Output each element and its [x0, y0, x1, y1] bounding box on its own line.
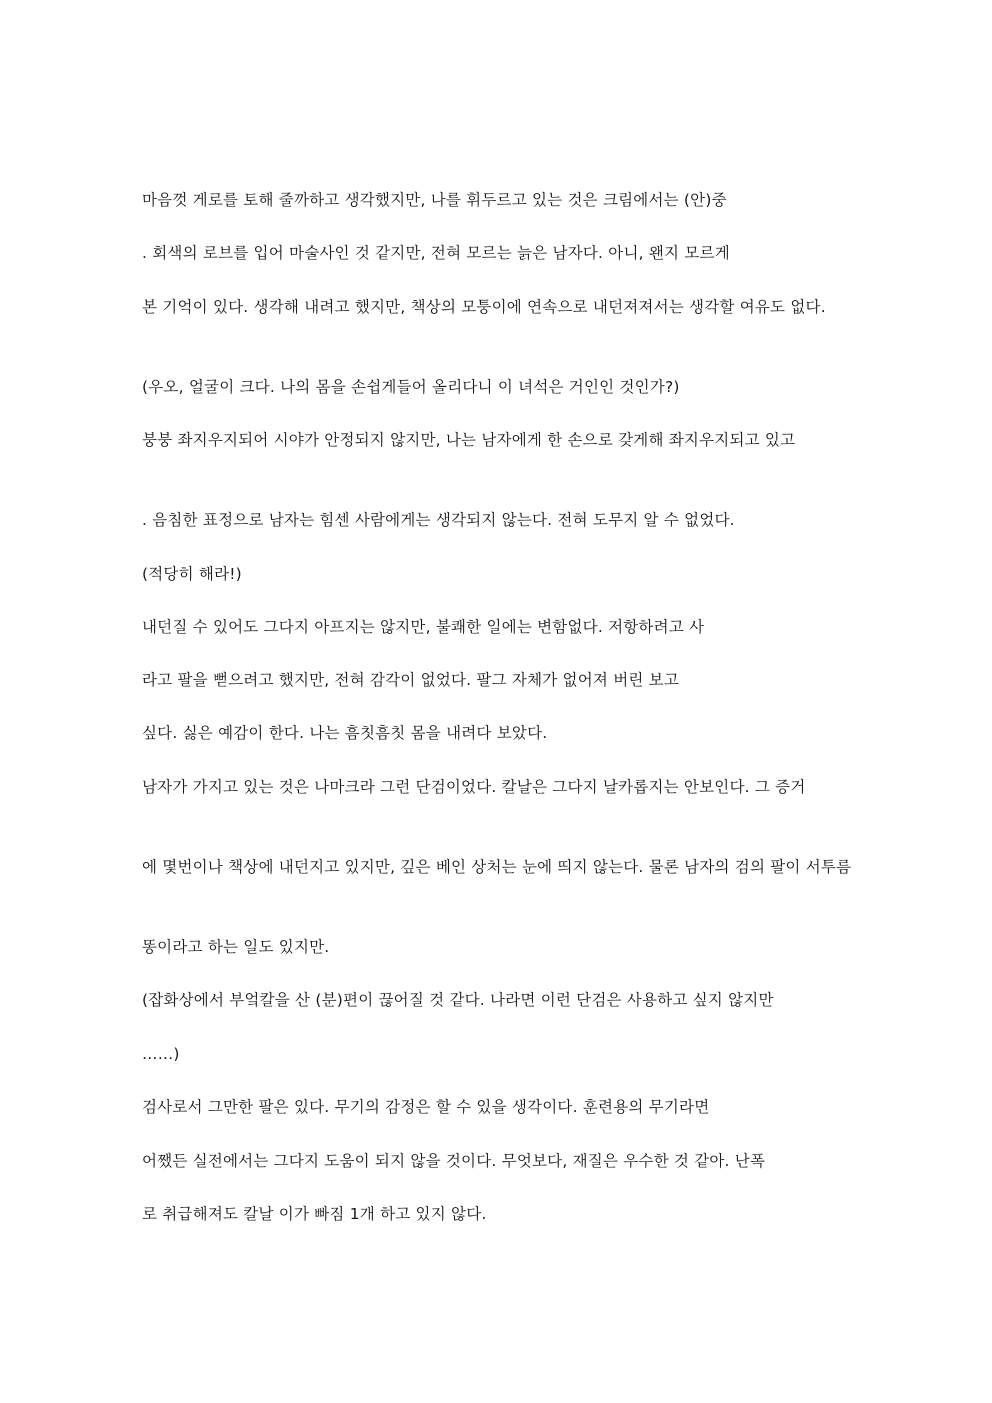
- paragraph-11: 남자가 가지고 있는 것은 나마크라 그런 단검이었다. 칼날은 그다지 날카롭지는 안보인다. 그 증거: [142, 778, 806, 796]
- paragraph-2: . 회색의 로브를 입어 마술사인 것 같지만, 전혀 모르는 늙은 남자다. 아니, 왠지 모르게: [142, 244, 730, 262]
- paragraph-14: (잡화상에서 부엌칼을 산 (분)편이 끊어질 것 같다. 나라면 이런 단검은 사용하고 싶지 않지만: [142, 991, 774, 1009]
- paragraph-1: 마음껏 게로를 토해 줄까하고 생각했지만, 나를 휘두르고 있는 것은 크림에서는 (안)중: [142, 191, 727, 209]
- paragraph-7: (적당히 해라!): [142, 565, 242, 583]
- paragraph-16: 검사로서 그만한 팔은 있다. 무기의 감정은 할 수 있을 생각이다. 훈련용의 무기라면: [142, 1098, 710, 1116]
- paragraph-17: 어쨌든 실전에서는 그다지 도움이 되지 않을 것이다. 무엇보다, 재질은 우수한 것 같아. 난폭: [142, 1152, 766, 1170]
- paragraph-3: 본 기억이 있다. 생각해 내려고 했지만, 책상의 모퉁이에 연속으로 내던져져서는 생각할 여유도 없다.: [142, 298, 826, 316]
- paragraph-12: 에 몇번이나 책상에 내던지고 있지만, 깊은 베인 상처는 눈에 띄지 않는다. 물론 남자의 검의 팔이 서투름: [142, 858, 852, 876]
- paragraph-6: . 음침한 표정으로 남자는 힘센 사람에게는 생각되지 않는다. 전혀 도무지 알 수 없었다.: [142, 511, 735, 529]
- paragraph-8: 내던질 수 있어도 그다지 아프지는 않지만, 불쾌한 일에는 변함없다. 저항하려고 사: [142, 618, 705, 636]
- paragraph-13: 똥이라고 하는 일도 있지만.: [142, 938, 330, 956]
- paragraph-15: ……): [142, 1045, 180, 1063]
- paragraph-18: 로 취급해져도 칼날 이가 빠짐 1개 하고 있지 않다.: [142, 1205, 487, 1223]
- paragraph-10: 싶다. 싫은 예감이 한다. 나는 흠칫흠칫 몸을 내려다 보았다.: [142, 724, 548, 742]
- paragraph-5: 붕붕 좌지우지되어 시야가 안정되지 않지만, 나는 남자에게 한 손으로 갖게해 좌지우지되고 있고: [142, 431, 796, 449]
- paragraph-9: 라고 팔을 뻗으려고 했지만, 전혀 감각이 없었다. 팔그 자체가 없어져 버린 보고: [142, 671, 680, 689]
- paragraph-4: (우오, 얼굴이 크다. 나의 몸을 손쉽게들어 올리다니 이 녀석은 거인인 것인가?): [142, 378, 680, 396]
